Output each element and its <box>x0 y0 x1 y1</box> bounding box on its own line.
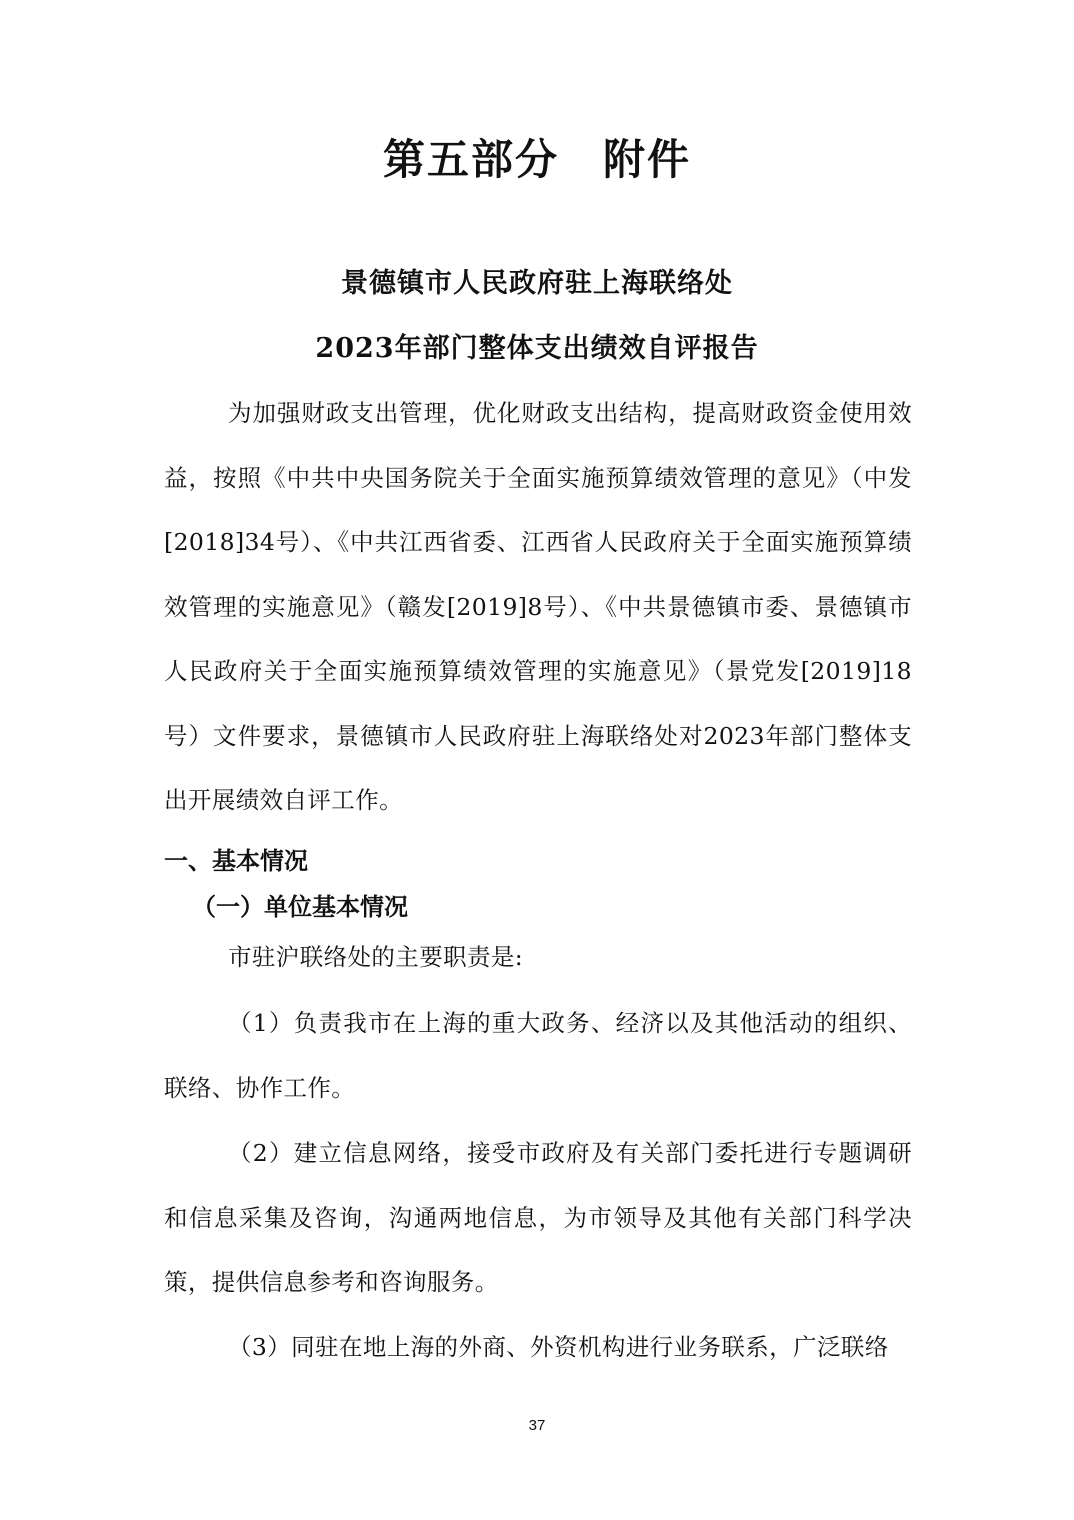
report-title-line2: 2023年部门整体支出绩效自评报告 <box>315 333 759 364</box>
duties-intro: 市驻沪联络处的主要职责是: <box>228 943 524 971</box>
report-title-line1: 景德镇市人民政府驻上海联络处 <box>341 268 733 299</box>
section-heading-basic-info: 一、基本情况 <box>164 846 308 875</box>
subsection-heading-unit-info: （一）单位基本情况 <box>192 892 408 921</box>
intro-paragraph: 为加强财政支出管理，优化财政支出结构，提高财政资金使用效益，按照《中共中央国务院关于全面实施预算绩效管理的意见》（中发[2018]34号）、《中共江西省委、江西省人民政府关于全面实施预算绩效管理的实施意见》（赣发[2019]8号）、《中共景德镇市委、景德镇市人民政府关于全面实施预算绩效管理的实施意见》（景党发[2019]18号）文件要求，景德镇市人民政府驻上海联络处对2023年部门整体支出开展绩效自评工作。 <box>164 399 912 814</box>
page-number: 37 <box>528 1417 546 1434</box>
duty-item-2: （2）建立信息网络，接受市政府及有关部门委托进行专题调研和信息采集及咨询，沟通两地信息，为市领导及其他有关部门科学决策，提供信息参考和咨询服务。 <box>164 1139 912 1296</box>
part-title: 第五部分 附件 <box>382 135 691 184</box>
duty-item-1: （1）负责我市在上海的重大政务、经济以及其他活动的组织、联络、协作工作。 <box>164 1009 912 1102</box>
duty-item-3: （3）同驻在地上海的外商、外资机构进行业务联系，广泛联络 <box>228 1333 889 1361</box>
